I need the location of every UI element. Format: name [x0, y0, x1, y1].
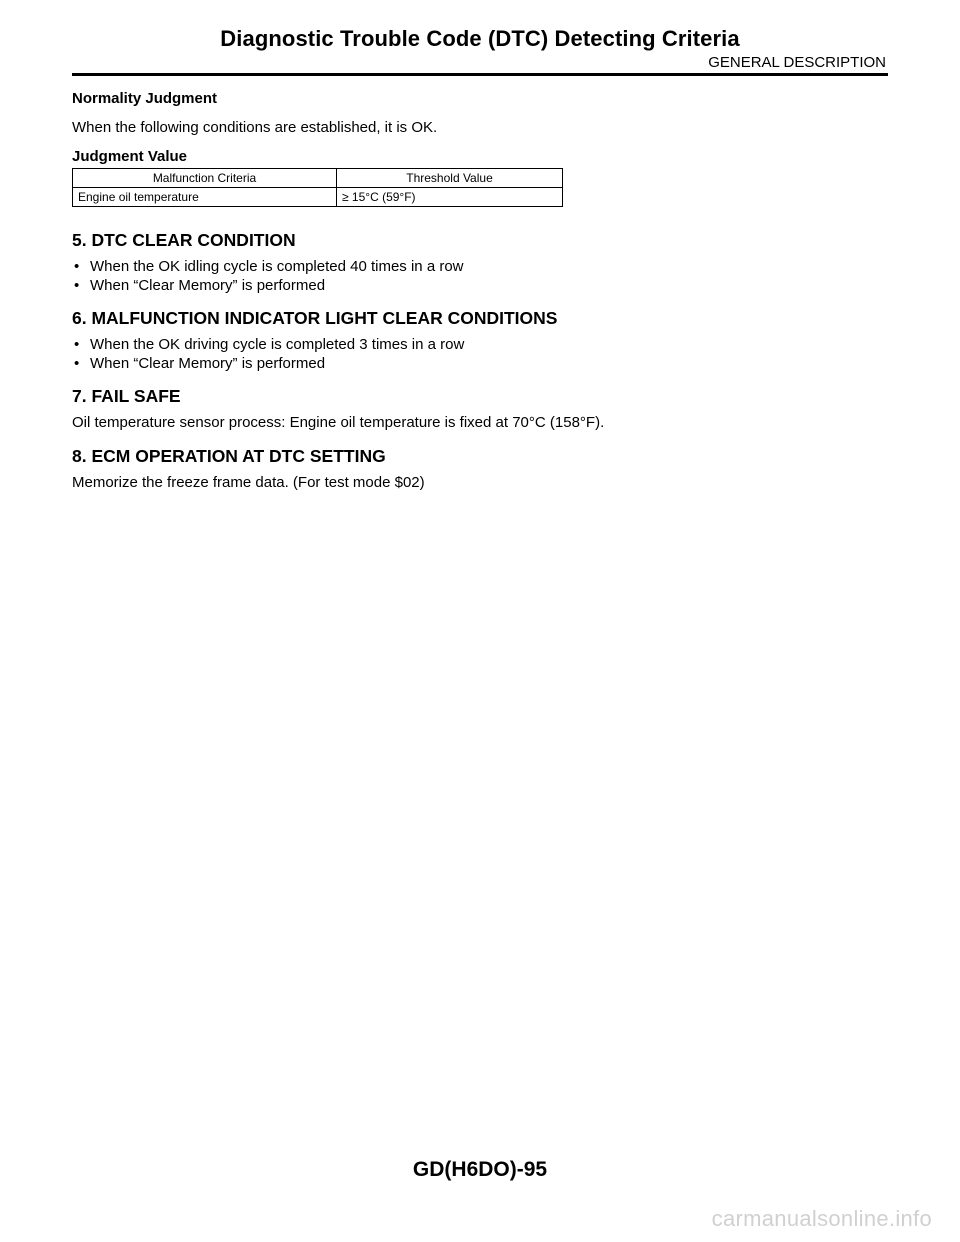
- column-header-threshold-value: Threshold Value: [337, 169, 563, 188]
- page-title: Diagnostic Trouble Code (DTC) Detecting Criteria: [220, 26, 740, 51]
- bullet-icon: •: [74, 336, 80, 353]
- header-rule: [72, 73, 888, 76]
- fail-safe-text: Oil temperature sensor process: Engine oil temperature is fixed at 70°C (158°F).: [72, 414, 605, 431]
- page-number: GD(H6DO)-95: [412, 1158, 548, 1181]
- list-item-text: When the OK driving cycle is completed 3 times in a row: [90, 336, 465, 353]
- section-heading-mil-clear: 6. MALFUNCTION INDICATOR LIGHT CLEAR CONDITIONS: [72, 308, 558, 328]
- list-item: [72, 335, 888, 354]
- section-heading-ecm-operation: 8. ECM OPERATION AT DTC SETTING: [72, 446, 386, 466]
- bullet-icon: •: [74, 258, 80, 275]
- column-header-malfunction-criteria: Malfunction Criteria: [73, 169, 337, 188]
- bullet-icon: •: [74, 277, 80, 294]
- list-item-text: When “Clear Memory” is performed: [90, 277, 326, 294]
- list-item: [72, 354, 888, 373]
- section-heading-fail-safe: 7. FAIL SAFE: [72, 386, 181, 406]
- judgment-value-table: [72, 168, 563, 207]
- table-cell-criteria: Engine oil temperature: [73, 188, 337, 207]
- list-item-text: When “Clear Memory” is performed: [90, 355, 326, 372]
- judgment-value-heading: Judgment Value: [72, 148, 188, 165]
- list-item: [72, 257, 888, 276]
- section-heading-dtc-clear: 5. DTC CLEAR CONDITION: [72, 230, 296, 250]
- table-header-row: [73, 169, 563, 188]
- list-item: [72, 276, 888, 295]
- mil-clear-list: [72, 335, 888, 373]
- bullet-icon: •: [74, 355, 80, 372]
- watermark: carmanualsonline.info: [711, 1206, 932, 1231]
- normality-judgment-heading: Normality Judgment: [72, 90, 218, 107]
- ecm-operation-text: Memorize the freeze frame data. (For test mode $02): [72, 474, 425, 491]
- page-content: [72, 89, 888, 493]
- dtc-clear-list: [72, 257, 888, 295]
- table-cell-threshold: ≥ 15°C (59°F): [337, 188, 563, 207]
- page-header: [72, 22, 888, 80]
- table-row: [73, 188, 563, 207]
- normality-judgment-text: When the following conditions are established, it is OK.: [72, 119, 438, 136]
- section-label: GENERAL DESCRIPTION: [708, 54, 886, 71]
- list-item-text: When the OK idling cycle is completed 40 times in a row: [90, 258, 464, 275]
